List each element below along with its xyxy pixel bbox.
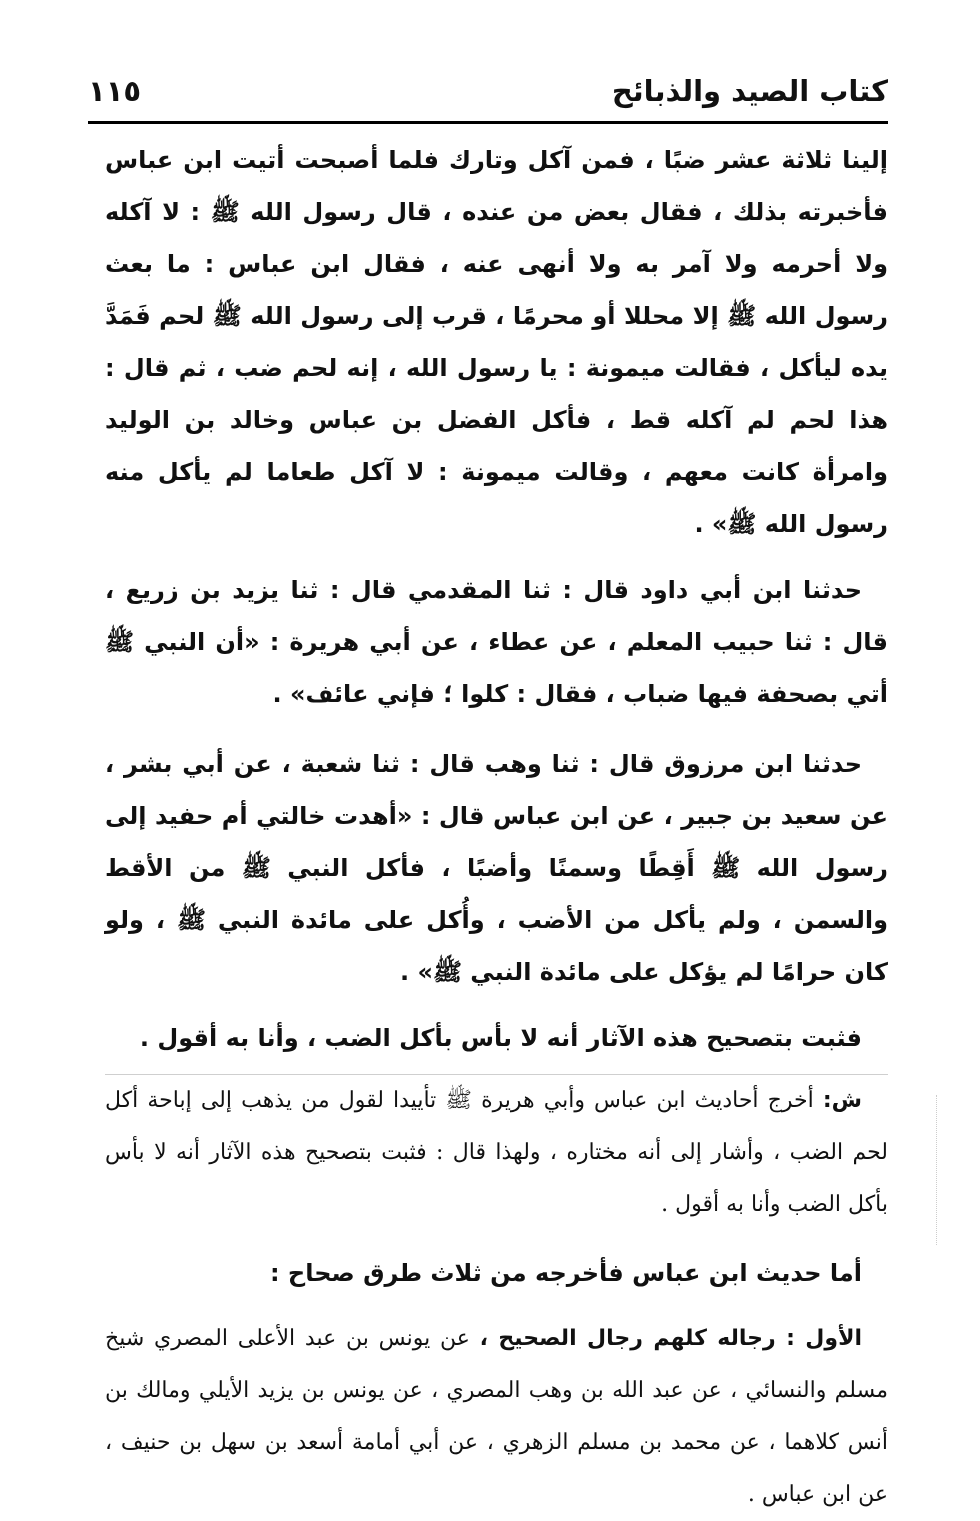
hadith-paragraph-1: إلينا ثلاثة عشر ضبًا ، فمن آكل وتارك فلما أصبحت أتيت ابن عباس فأخبرته بذلك ، فقال بعض من عنده ، قال رسول الله ﷺ : لا آكله ولا أحرمه ولا آمر به ولا أنهى عنه ، فقال ابن عباس : ما بعث رسول الله ﷺ إلا محللا أو محرمًا ، قرب إلى رسول الله ﷺ لحم فَمَدَّ يده ليأكل ، فقالت ميمونة : يا رسول الله ، إنه لحم ضب ، ثم قال : هذا لحم لم آكله قط ، فأكل الفضل بن عباس وخالد بن الوليد وامرأة كانت معهم ، وقالت ميمونة : لا آكل طعاما لم يأكل منه رسول الله ﷺ» . — [105, 146, 888, 538]
page-header — [88, 70, 888, 118]
hadith-paragraph-2: حدثنا ابن أبي داود قال : ثنا المقدمي قال : ثنا يزيد بن زريع ، قال : ثنا حبيب المعلم ، عن عطاء ، عن أبي هريرة : «أن النبي ﷺ أتي بصحفة فيها ضباب ، فقال : كلوا ؛ فإني عائف» . — [105, 576, 888, 708]
page-number: ١١٥ — [88, 74, 142, 108]
conclusion-paragraph: فثبت بتصحيح هذه الآثار أنه لا بأس بأكل الضب ، وأنا به أقول . — [139, 1024, 862, 1052]
running-title: كتاب الصيد والذبائح — [611, 74, 888, 108]
header-rule — [88, 121, 888, 124]
first-route-paragraph — [105, 1313, 888, 1521]
commentary-paragraph — [105, 1075, 888, 1231]
commentary-lead: ش: — [822, 1088, 862, 1113]
first-route-text: عن يونس بن عبد الأعلى المصري شيخ مسلم والنسائي ، عن عبد الله بن وهب المصري ، عن يونس بن يزيد الأيلي ومالك بن أنس كلاهما ، عن محمد بن مسلم الزهري ، عن أبي أمامة أسعد بن سهل بن حنيف ، عن ابن عباس . — [105, 1326, 888, 1507]
commentary-text: أخرج أحاديث ابن عباس وأبي هريرة ﷺ تأييدا لقول من يذهب إلى إباحة أكل لحم الضب ، وأشار إلى أنه مختاره ، ولهذا قال : فثبت بتصحيح هذه الآثار أنه لا بأس بأكل الضب وأنا به أقول . — [105, 1088, 888, 1217]
section-heading: أما حديث ابن عباس فأخرجه من ثلاث طرق صحاح : — [269, 1259, 862, 1287]
hadith-paragraph-3: حدثنا ابن مرزوق قال : ثنا وهب قال : ثنا شعبة ، عن أبي بشر ، عن سعيد بن جبير ، عن ابن عباس قال : «أهدت خالتي أم حفيد إلى رسول الله ﷺ أَقِطًا وسمنًا وأضبًا ، فأكل النبي ﷺ من الأقط والسمن ، ولم يأكل من الأضب ، وأُكل على مائدة النبي ﷺ ، ولو كان حرامًا لم يؤكل على مائدة النبي ﷺ» . — [105, 750, 888, 986]
first-route-lead: الأول : رجاله كلهم رجال الصحيح ، — [479, 1326, 862, 1351]
page-body — [105, 134, 888, 1521]
margin-mark — [936, 1095, 939, 1245]
